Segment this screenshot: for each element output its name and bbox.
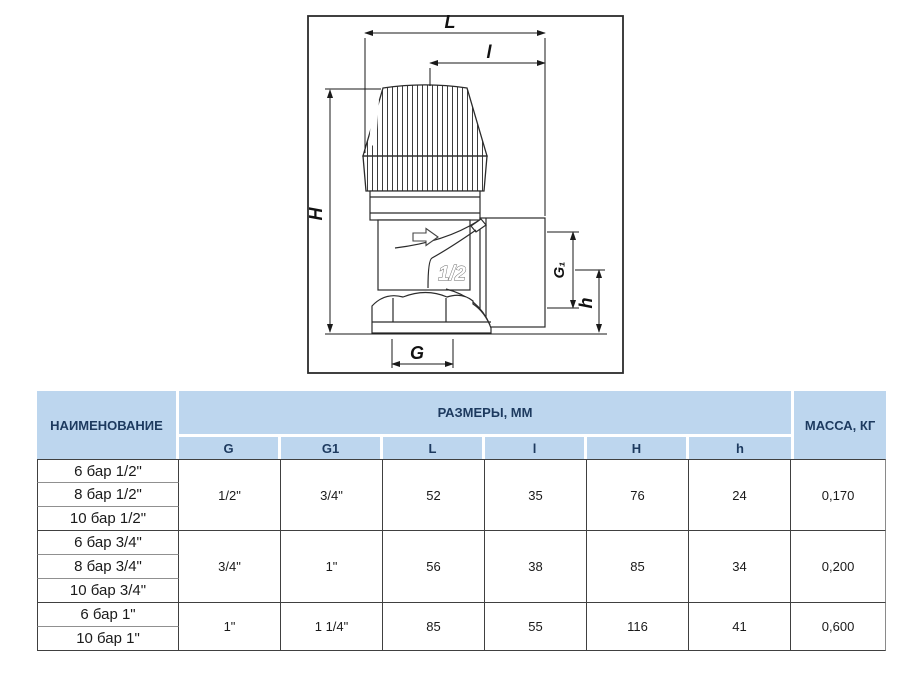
product-name: 8 бар 1/2": [37, 483, 179, 507]
product-name: 6 бар 1": [37, 603, 179, 627]
dim-value-L: 85: [383, 603, 485, 651]
dim-value-H: 76: [587, 459, 689, 531]
spec-table: [37, 391, 886, 651]
label-l: l: [486, 42, 492, 62]
dim-value-l: 38: [485, 531, 587, 603]
label-h: h: [576, 297, 596, 309]
dim-value-h: 34: [689, 531, 791, 603]
dim-value-h: 41: [689, 603, 791, 651]
dim-value-G1: 1 1/4": [281, 603, 383, 651]
label-G: G: [409, 343, 425, 363]
product-name: 10 бар 3/4": [37, 579, 179, 603]
label-L: L: [444, 12, 456, 32]
technical-drawing: [295, 8, 635, 378]
dim-value-G: 1/2": [179, 459, 281, 531]
mass-value: 0,600: [791, 603, 886, 651]
product-name: 8 бар 3/4": [37, 555, 179, 579]
outlet-port: [480, 218, 545, 327]
product-name: 10 бар 1": [37, 627, 179, 651]
dim-value-G: 1": [179, 603, 281, 651]
col-header-L: L: [383, 437, 485, 459]
mass-value: 0,170: [791, 459, 886, 531]
product-name: 6 бар 1/2": [37, 459, 179, 483]
col-header-dimensions: РАЗМЕРЫ, ММ: [179, 391, 791, 437]
valve-cap: [363, 85, 487, 191]
dim-value-G: 3/4": [179, 531, 281, 603]
hex-nut: [372, 293, 491, 334]
col-header-G: G: [179, 437, 281, 459]
label-G1: G₁: [551, 261, 568, 279]
body-size-marking: 1/2: [438, 263, 466, 285]
product-name: 6 бар 3/4": [37, 531, 179, 555]
mass-value: 0,200: [791, 531, 886, 603]
dim-value-L: 56: [383, 531, 485, 603]
dim-value-H: 85: [587, 531, 689, 603]
col-header-h: h: [689, 437, 791, 459]
valve-bonnet: [370, 191, 480, 220]
dim-value-G1: 1": [281, 531, 383, 603]
dim-value-l: 55: [485, 603, 587, 651]
dim-value-l: 35: [485, 459, 587, 531]
product-name: 10 бар 1/2": [37, 507, 179, 531]
valve-drawing-svg: [295, 8, 635, 378]
dim-value-G1: 3/4": [281, 459, 383, 531]
col-header-name: НАИМЕНОВАНИЕ: [37, 391, 179, 459]
col-header-mass: МАССА, КГ: [791, 391, 886, 459]
label-H: H: [306, 207, 326, 221]
col-header-G1: G1: [281, 437, 383, 459]
col-header-l: l: [485, 437, 587, 459]
dim-value-L: 52: [383, 459, 485, 531]
dim-value-h: 24: [689, 459, 791, 531]
dim-value-H: 116: [587, 603, 689, 651]
col-header-H: H: [587, 437, 689, 459]
